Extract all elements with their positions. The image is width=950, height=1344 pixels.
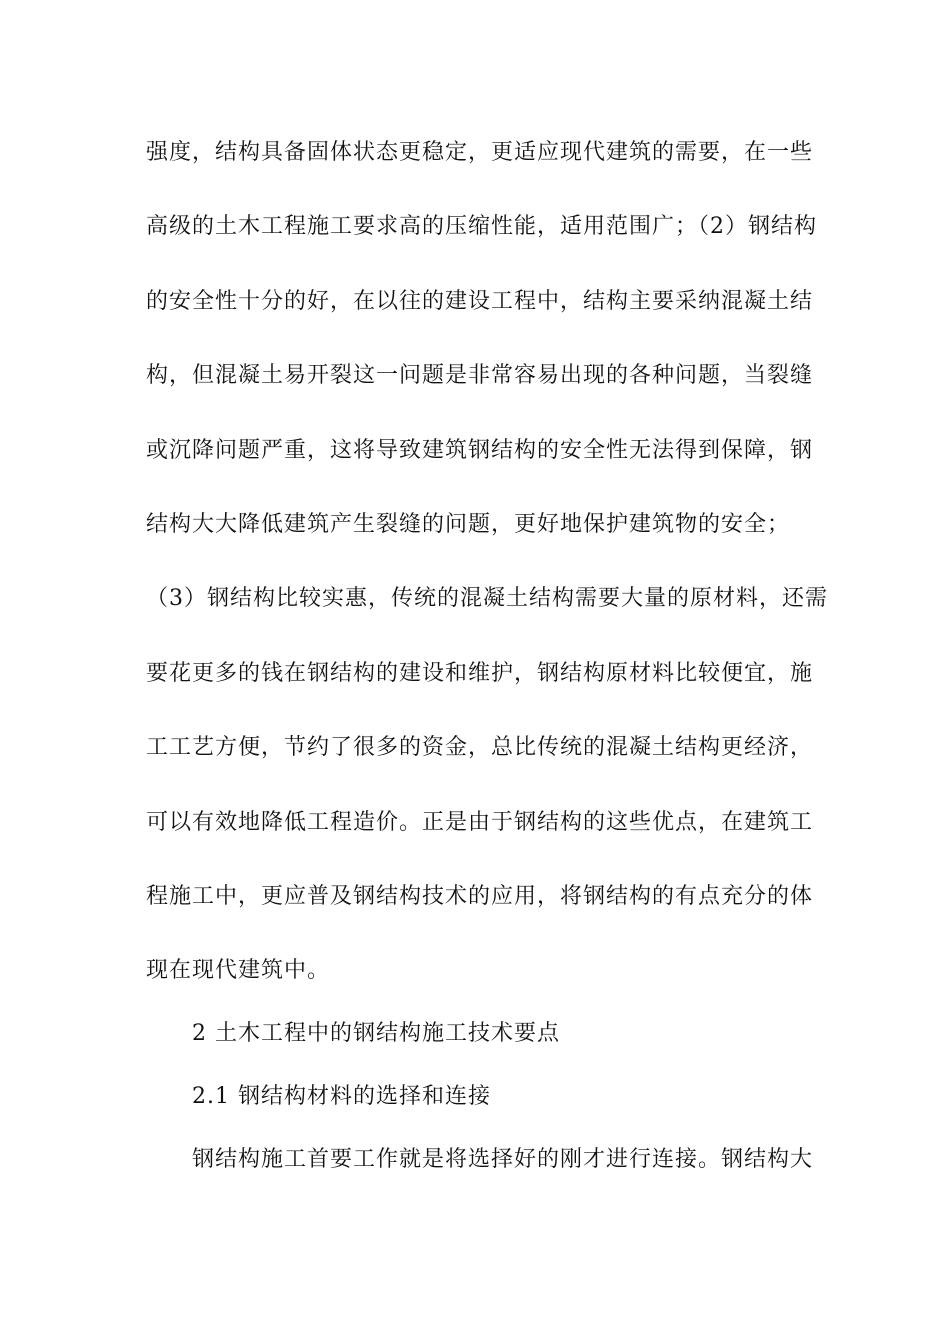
body-text-line: 构，但混凝土易开裂这一问题是非常容易出现的各种问题，当裂缝 (146, 363, 814, 388)
body-text-line: 高级的土木工程施工要求高的压缩性能，适用范围广；（2）钢结构 (146, 214, 817, 239)
body-text-line: 结构大大降低建筑产生裂缝的问题，更好地保护建筑物的安全； (146, 512, 791, 537)
section-heading: 2 土木工程中的钢结构施工技术要点 (192, 1021, 560, 1046)
body-text-line: 要花更多的钱在钢结构的建设和维护，钢结构原材料比较便宜，施 (146, 661, 814, 686)
body-text-line: 程施工中，更应普及钢结构技术的应用，将钢结构的有点充分的体 (146, 884, 814, 909)
body-text-line: 可以有效地降低工程造价。正是由于钢结构的这些优点，在建筑工 (146, 810, 814, 835)
body-text-line: 现在现代建筑中。 (146, 958, 331, 983)
body-text-line: 的安全性十分的好，在以往的建设工程中，结构主要采纳混凝土结 (146, 289, 814, 314)
body-text-line: （3）钢结构比较实惠，传统的混凝土结构需要大量的原材料，还需 (146, 586, 828, 611)
body-text-line: 或沉降问题严重，这将导致建筑钢结构的安全性无法得到保障，钢 (146, 438, 814, 463)
body-text-line: 工工艺方便，节约了很多的资金，总比传统的混凝土结构更经济， (146, 735, 814, 760)
subsection-heading: 2.1 钢结构材料的选择和连接 (192, 1084, 491, 1109)
body-text-line: 强度，结构具备固体状态更稳定，更适应现代建筑的需要，在一些 (146, 140, 814, 165)
body-text-line: 钢结构施工首要工作就是将选择好的刚才进行连接。钢结构大 (192, 1147, 814, 1172)
